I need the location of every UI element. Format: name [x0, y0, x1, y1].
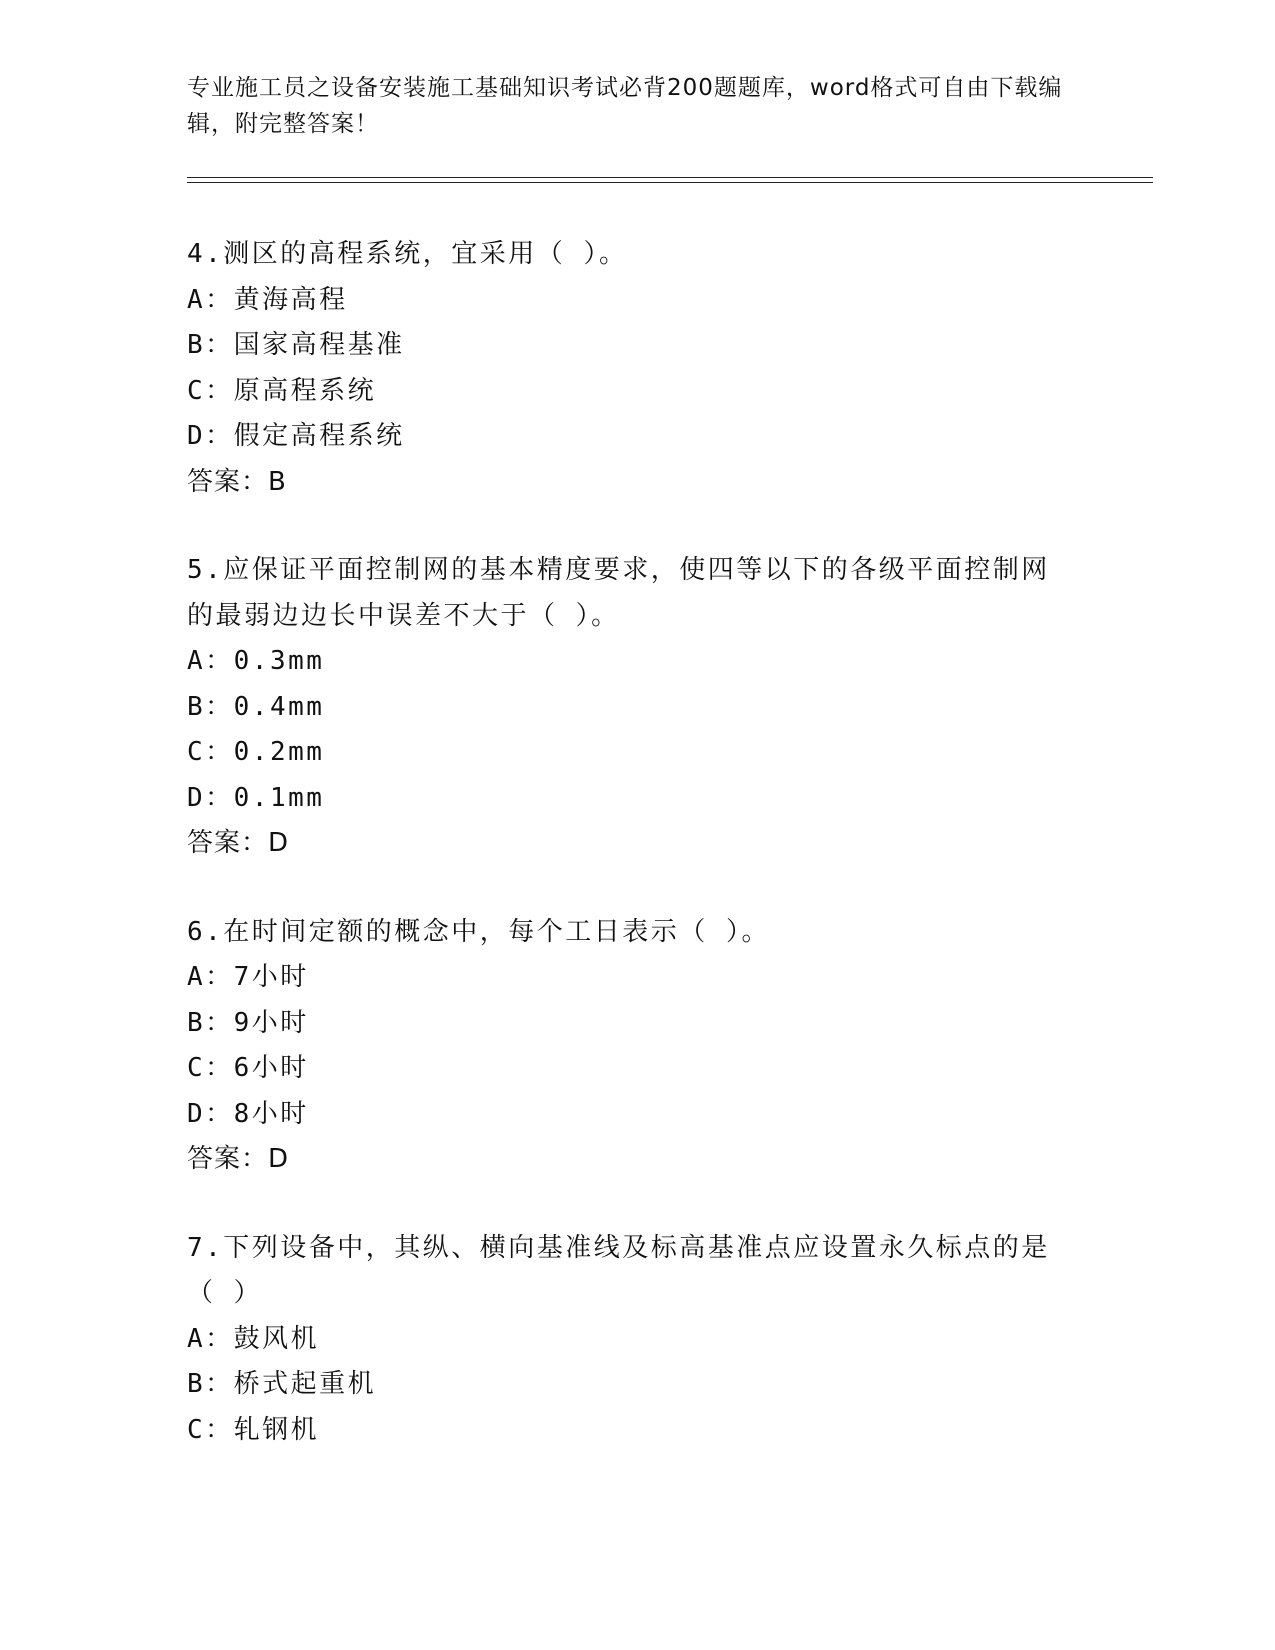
answer-label: 答案：D	[187, 1144, 290, 1174]
option-b: B：桥式起重机	[187, 1369, 377, 1399]
header-divider-top	[187, 177, 1153, 178]
option-a: A：鼓风机	[187, 1323, 320, 1354]
question-7	[187, 1226, 1087, 1454]
option-b: B：9小时	[187, 1007, 309, 1038]
option-a: A：7小时	[187, 962, 309, 992]
option-c: C：6小时	[187, 1053, 309, 1083]
option-d: D：假定高程系统	[187, 421, 405, 451]
question-stem: 7.下列设备中，其纵、横向基准线及标高基准点应设置永久标点的是（ ）	[187, 1232, 1050, 1308]
option-d: D：0.1mm	[187, 782, 325, 813]
option-c: C：原高程系统	[187, 375, 377, 406]
question-list	[187, 232, 1087, 1496]
question-5	[187, 548, 1087, 867]
option-c: C：轧钢机	[187, 1414, 320, 1445]
option-b: B：0.4mm	[187, 691, 325, 722]
answer-label: 答案：B	[187, 466, 287, 497]
question-4	[187, 232, 1087, 505]
question-stem: 6.在时间定额的概念中，每个工日表示（ ）。	[187, 916, 770, 947]
option-a: A：0.3mm	[187, 646, 325, 676]
option-a: A：黄海高程	[187, 284, 348, 315]
option-b: B：国家高程基准	[187, 330, 405, 360]
option-d: D：8小时	[187, 1098, 309, 1129]
question-stem: 4.测区的高程系统，宜采用（ ）。	[187, 239, 628, 269]
option-c: C：0.2mm	[187, 737, 325, 767]
question-6	[187, 910, 1087, 1183]
answer-label: 答案：D	[187, 828, 290, 858]
document-header: 专业施工员之设备安装施工基础知识考试必背200题题库，word格式可自由下载编辑，附完整答案！	[187, 75, 1063, 137]
header-divider-bottom	[187, 182, 1153, 183]
question-stem: 5.应保证平面控制网的基本精度要求，使四等以下的各级平面控制网的最弱边边长中误差不大于（ ）。	[187, 555, 1050, 631]
